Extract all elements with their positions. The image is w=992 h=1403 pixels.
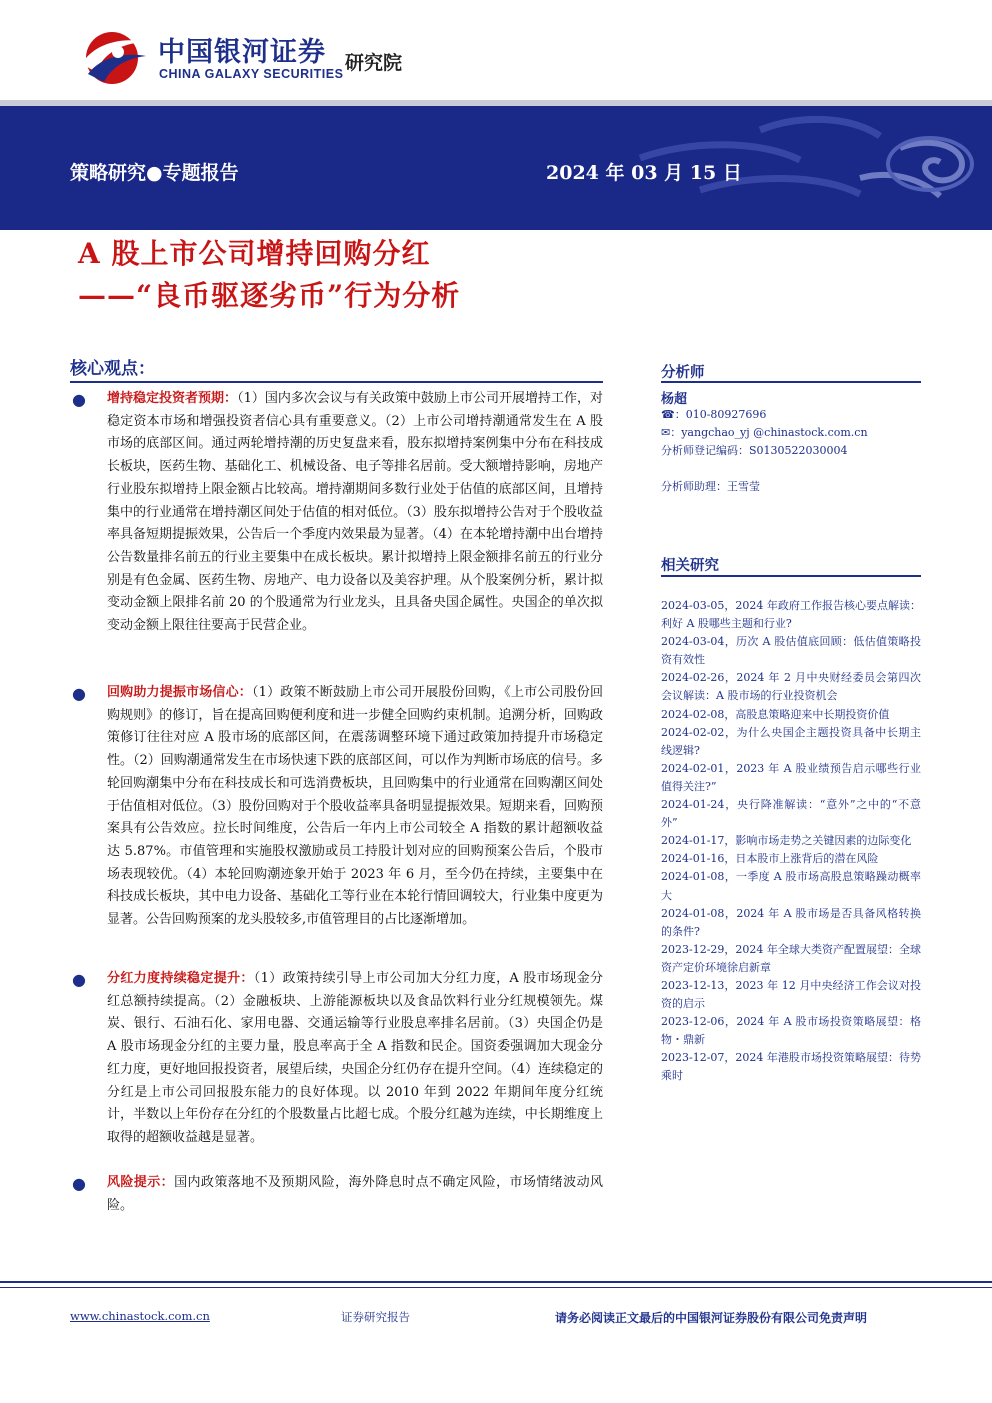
core-point-increase bbox=[107, 388, 603, 638]
related-item[interactable]: 2024-03-05，2024 年政府工作报告核心要点解读：利好 A 股哪些主题和行业? bbox=[661, 599, 921, 631]
core-point-text: （1）政策不断鼓励上市公司开展股份回购，《上市公司股份回购规则》的修订，旨在提高回购便利度和进一步健全回购约束机制。追溯分析，回购政策修订往往对应 A 股市场的底部区间，在震荡调整环境下通过政策加持提升市场稳定性。（2）回购潮通常发生在市场快速下跌的底部区间，可以作为判断市场底的信号。多轮回购潮集中分布在科技成长和可选消费板块，且回购集中的行业通常在回购潮区间处于估值相对低位。（3）股份回购对于个股收益率具备明显提振效果。短期来看，回购预案具有公告效应。拉长时间维度，公告后一年内上市公司较全 A 指数的累计超额收益达 5.87%。市值管理和实施股权激励或员工持股计划对应的回购预案公告后，个股市场表现较优。（4）本轮回购潮迹象开始于 2023 年 6 月，至今仍在持续，主要集中在科技成长板块，其中电力设备、基础化工等行业在本轮行情回调较大，行业集中度更为显著。公告回购预案的龙头股较多,市值管理目的占比逐渐增加。 bbox=[107, 685, 603, 928]
footer-rule bbox=[0, 1281, 992, 1283]
related-item[interactable]: 2023-12-06，2024 年 A 股市场投资策略展望：格物・鼎新 bbox=[661, 1015, 921, 1047]
core-point-text: （1）政策持续引导上市公司加大分红力度，A 股市场现金分红总额持续提高。（2）金融板块、上游能源板块以及食品饮料行业分红规模领先。煤炭、银行、石油石化、家用电器、交通运输等行业股息率排名居前。（3）央国企仍是 A 股市场现金分红的主要力量，股息率高于全 A 指数和民企。国资委强调加大现金分红力度，更好地回报投资者，展望后续，央国企分红仍存在提升空间。（4）连续稳定的分红是上市公司回报股东能力的良好体现。以 2010 年到 2022 年期间年度分红统计，半数以上年份存在分红的个股数量占比超七成。个股分红越为连续，中长期维度上取得的超额收益越是显著。 bbox=[107, 971, 603, 1145]
analyst-registration: 分析师登记编码：S0130522030004 bbox=[661, 444, 848, 457]
report-category: 策略研究●专题报告 bbox=[70, 162, 239, 184]
analyst-email[interactable]: ✉：yangchao_yj @chinastock.com.cn bbox=[661, 426, 868, 439]
core-point-dividend bbox=[107, 968, 603, 1150]
related-item[interactable]: 2024-01-08，2024 年 A 股市场是否具备风格转换的条件? bbox=[661, 906, 921, 938]
related-item[interactable]: 2024-02-02，为什么央国企主题投资具备中长期主线逻辑? bbox=[661, 725, 921, 757]
related-item[interactable]: 2023-12-29，2024 年全球大类资产配置展望：全球资产定价环境徐启新章 bbox=[661, 942, 921, 974]
analyst-assistant: 分析师助理：王雪莹 bbox=[661, 480, 760, 493]
bullet-icon: ● bbox=[72, 970, 86, 989]
footer-disclaimer: 请务必阅读正文最后的中国银河证券股份有限公司免责声明 bbox=[555, 1311, 868, 1325]
related-item[interactable]: 2024-02-08，高股息策略迎来中长期投资价值 bbox=[661, 707, 890, 721]
core-heading: 核心观点： bbox=[70, 359, 155, 379]
bullet-icon: ● bbox=[72, 1174, 86, 1193]
banner-top-stripe bbox=[0, 100, 992, 106]
related-item[interactable]: 2024-03-04，历次 A 股估值底回顾：低估值策略投资有效性 bbox=[661, 635, 921, 667]
related-item[interactable]: 2024-02-01，2023 年 A 股业绩预告启示哪些行业值得关注?” bbox=[661, 761, 921, 793]
core-point-buyback bbox=[107, 682, 603, 932]
core-point-text: （1）国内多次会议与有关政策中鼓励上市公司开展增持工作，对稳定资本市场和增强投资者信心具有重要意义。（2）上市公司增持潮通常发生在 A 股市场的底部区间。通过两轮增持潮的历史复盘来看，股东拟增持案例集中分布在科技成长板块，医药生物、基础化工、机械设备、电子等排名居前。受大额增持影响，房地产行业股东拟增持上限金额占比较高。增持潮期间多数行业处于估值的底部区间，且增持集中的行业通常在增持潮区间处于估值的相对低位。（3）股东拟增持公告对于个股收益率具备短期提振效果，公告后一个季度内效果最为显著。（4）在本轮增持潮中出台增持公告数量排名前五的行业主要集中在成长板块。累计拟增持上限金额排名前五的行业分别是有色金属、医药生物、房地产、电力设备以及美容护理。从个股案例分析，累计拟变动金额上限排名前 20 的个股通常为行业龙头，且具备央国企属性。央国企的单次拟变动金额上限往往要高于民营企业。 bbox=[107, 391, 603, 634]
related-item[interactable]: 2023-12-13，2023 年 12 月中央经济工作会议对投资的启示 bbox=[661, 978, 921, 1011]
analyst-phone: ☎：010-80927696 bbox=[661, 408, 767, 421]
brand-name-cn: 中国银河证券 bbox=[158, 37, 326, 68]
core-point-lead: 分红力度持续稳定提升： bbox=[107, 971, 254, 986]
analyst-heading-rule bbox=[661, 381, 921, 383]
core-point-lead: 增持稳定投资者预期： bbox=[107, 391, 238, 406]
core-point-lead: 风险提示： bbox=[107, 1175, 175, 1190]
report-title-line1: A 股上市公司增持回购分红 bbox=[78, 237, 431, 270]
footer-doc-type: 证券研究报告 bbox=[341, 1310, 410, 1324]
core-heading-rule bbox=[70, 381, 603, 383]
core-point-lead: 回购助力提振市场信心： bbox=[107, 685, 252, 700]
galaxy-logo-icon bbox=[78, 28, 150, 86]
brand-name-en: CHINA GALAXY SECURITIES bbox=[159, 67, 344, 81]
footer-rule bbox=[0, 1287, 992, 1288]
related-item[interactable]: 2023-12-07，2024 年港股市场投资策略展望：待势乘时 bbox=[661, 1051, 921, 1083]
related-item[interactable]: 2024-01-24，央行降准解读：“意外”之中的“不意外” bbox=[661, 798, 921, 830]
institute-label: 研究院 bbox=[345, 52, 403, 74]
core-point-risk bbox=[107, 1172, 603, 1217]
report-date: 2024 年 03 月 15 日 bbox=[546, 162, 742, 184]
related-item[interactable]: 2024-02-26，2024 年 2 月中央财经委员会第四次会议解读：A 股市场的行业投资机会 bbox=[661, 671, 921, 703]
related-item[interactable]: 2024-01-08，一季度 A 股市场高股息策略躁动概率大 bbox=[661, 870, 921, 902]
related-list bbox=[661, 597, 921, 1086]
related-item[interactable]: 2024-01-17，影响市场走势之关键因素的边际变化 bbox=[661, 834, 912, 848]
related-item[interactable]: 2024-01-16，日本股市上涨背后的潜在风险 bbox=[661, 852, 879, 866]
analyst-heading: 分析师 bbox=[661, 365, 705, 381]
bullet-icon: ● bbox=[72, 390, 86, 409]
analyst-name: 杨超 bbox=[661, 392, 688, 407]
footer-website-link[interactable]: www.chinastock.com.cn bbox=[70, 1309, 210, 1323]
core-point-text: 国内政策落地不及预期风险，海外降息时点不确定风险，市场情绪波动风险。 bbox=[107, 1175, 603, 1213]
related-heading: 相关研究 bbox=[661, 558, 719, 574]
bullet-icon: ● bbox=[72, 684, 86, 703]
related-heading-rule bbox=[661, 575, 921, 577]
report-title-line2: ——“良币驱逐劣币”行为分析 bbox=[78, 279, 461, 312]
